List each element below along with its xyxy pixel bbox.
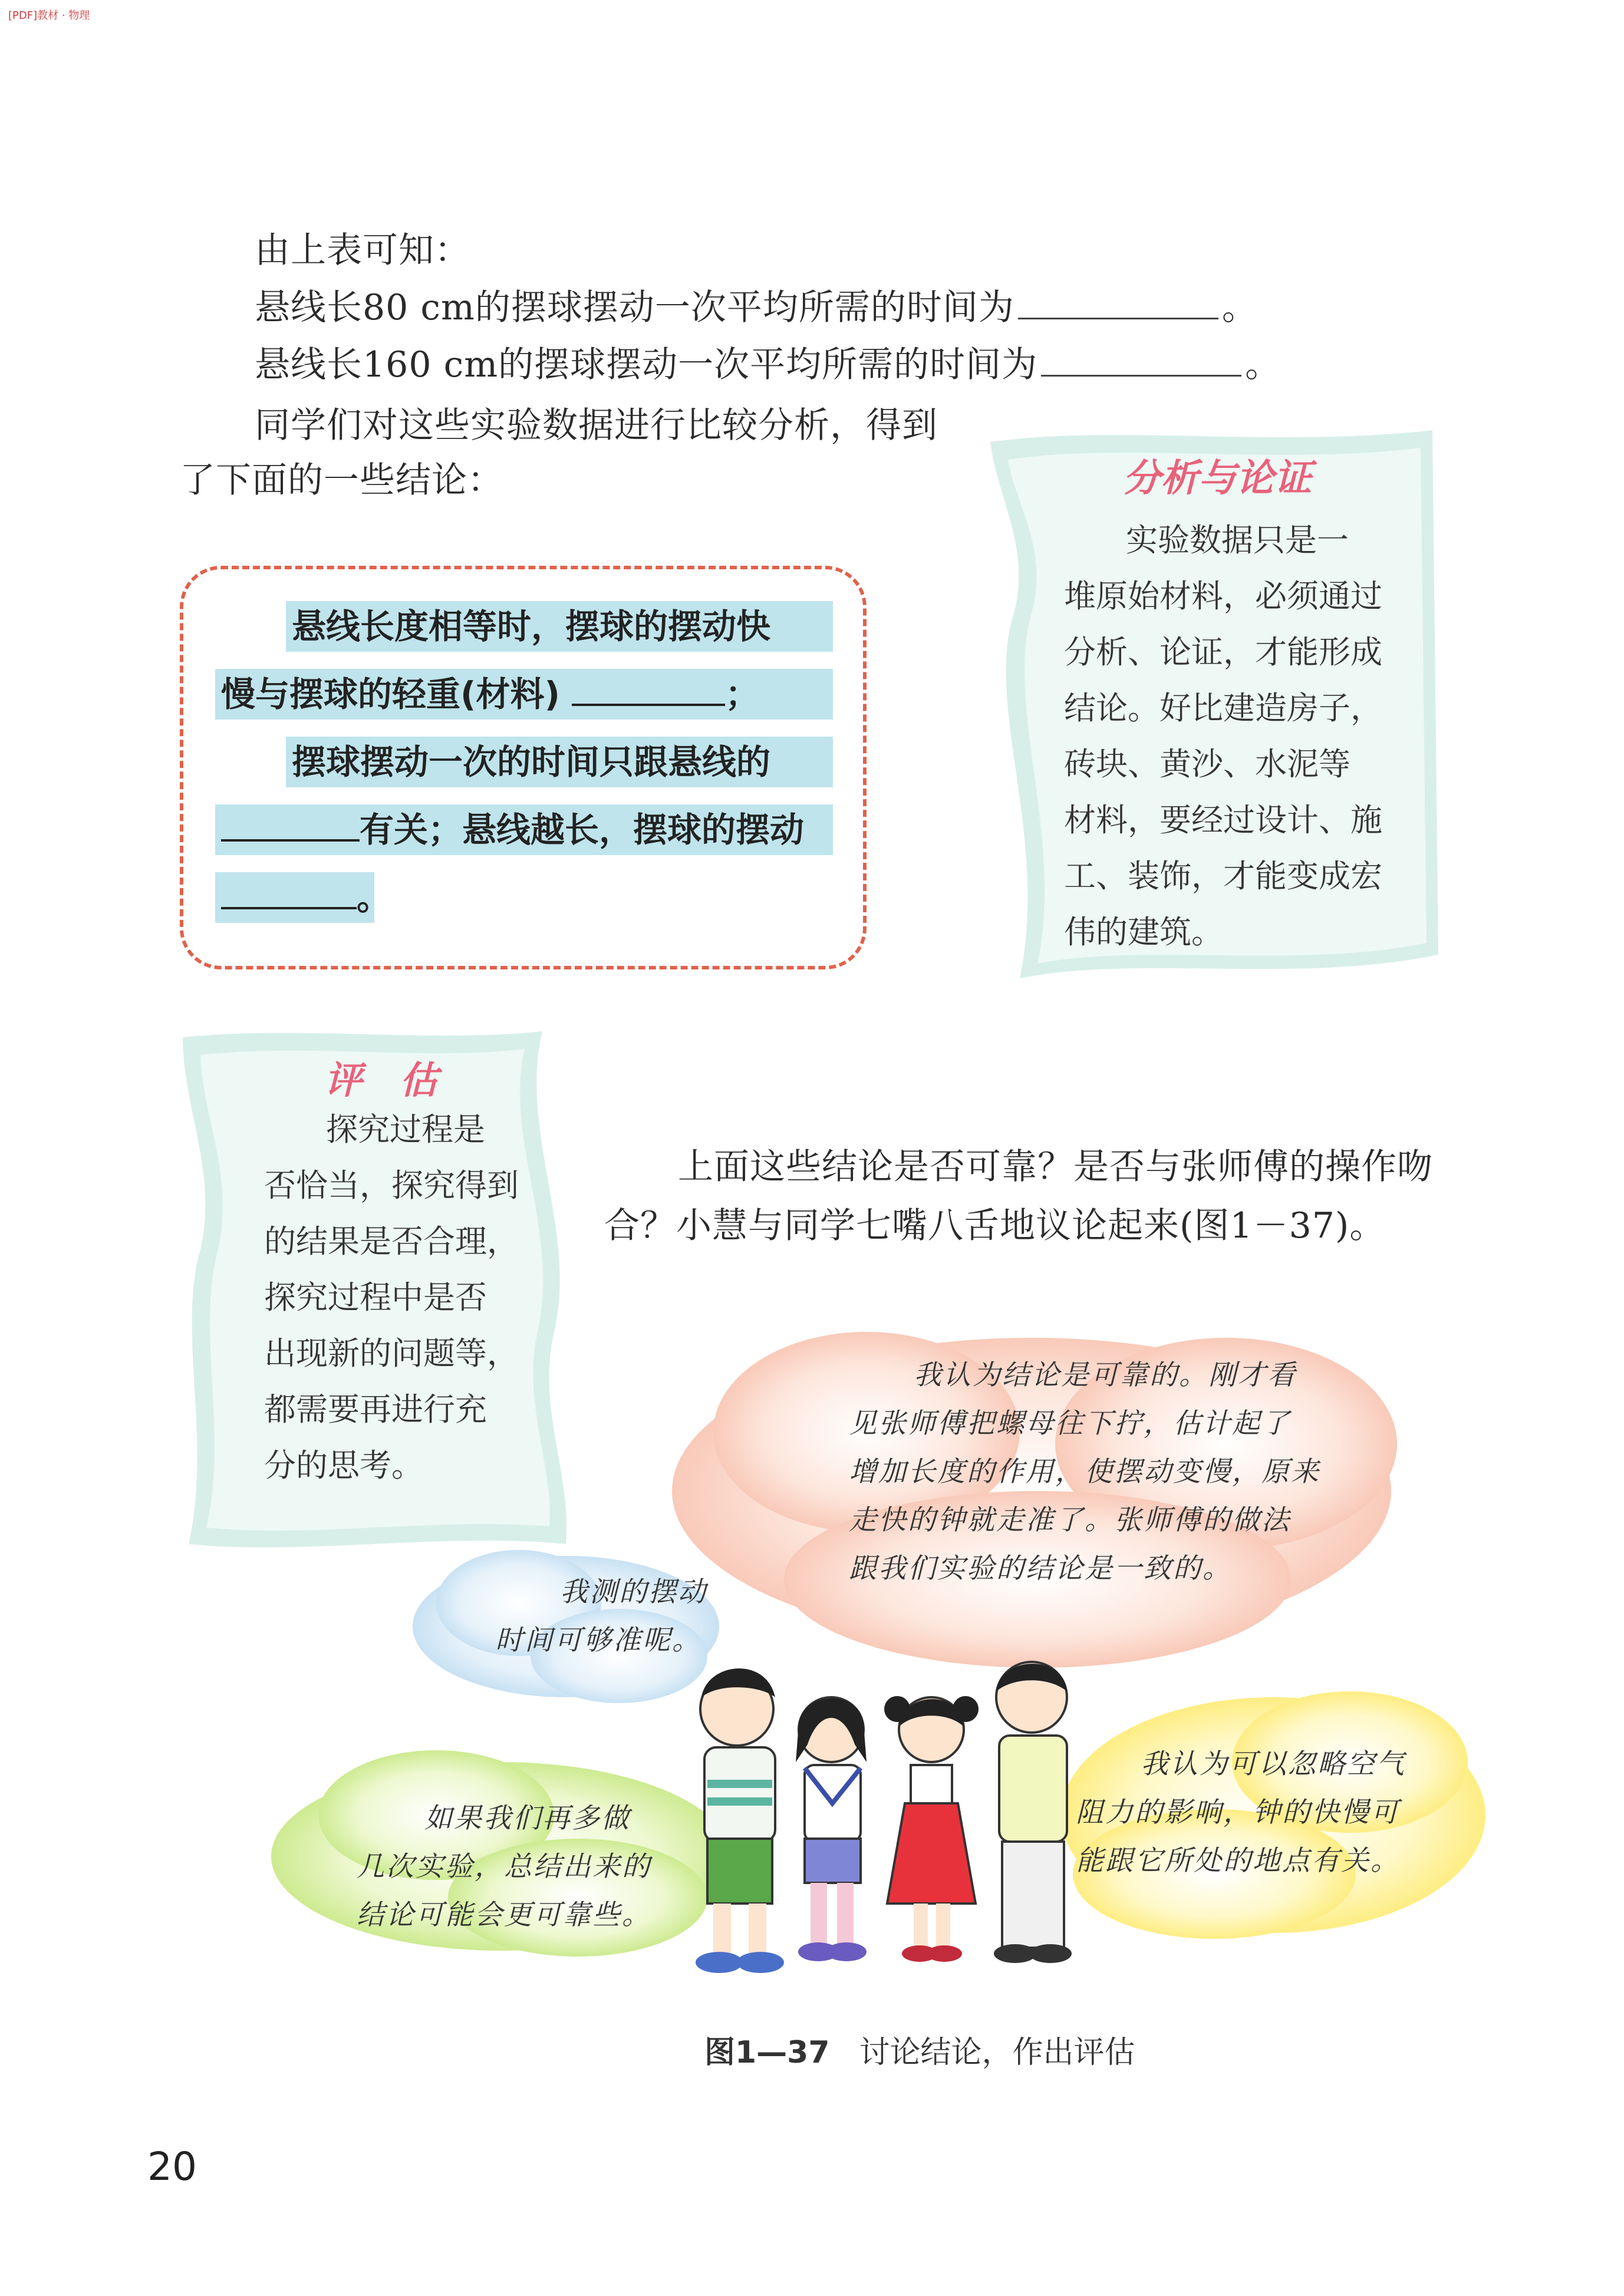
conclusion-row-2-text: 慢与摆球的轻重(材料)	[221, 674, 561, 714]
conclusion-blank-3[interactable]	[221, 899, 357, 909]
green-bubble-line: 结论可能会更可靠些。	[357, 1899, 651, 1931]
evaluation-line: 探究过程是	[326, 1111, 485, 1148]
analysis-line: 结论。好比建造房子，	[1064, 690, 1382, 727]
green-bubble-line: 几次实验，总结出来的	[357, 1850, 651, 1883]
analysis-line: 材料，要经过设计、施	[1064, 801, 1382, 839]
intro-line-3-text: 悬线长160 cm的摆球摆动一次平均所需的时间为	[255, 344, 1038, 385]
source-tag: [PDF]教材 · 物理	[8, 9, 90, 22]
evaluation-line: 的结果是否合理，	[264, 1223, 519, 1260]
pink-bubble-line: 走快的钟就走准了。张师傅的做法	[849, 1504, 1291, 1536]
analysis-line: 伟的建筑。	[1064, 913, 1223, 951]
pink-bubble-line: 跟我们实验的结论是一致的。	[849, 1552, 1232, 1585]
analysis-line: 分析、论证，才能形成	[1064, 634, 1382, 671]
green-bubble-line: 如果我们再多做	[424, 1802, 631, 1835]
figure-number: 图1—37	[704, 2035, 830, 2070]
conclusion-row-1: 悬线长度相等时，摆球的摆动快	[286, 601, 833, 652]
evaluation-line: 探究过程中是否	[264, 1279, 487, 1316]
conclusion-row-4-text: 有关；悬线越长，摆球的摆动	[360, 810, 805, 850]
yellow-bubble-line: 能跟它所处的地点有关。	[1076, 1845, 1400, 1877]
analysis-panel-title: 分析与论证	[1123, 457, 1312, 500]
evaluation-line: 都需要再进行充	[264, 1391, 487, 1428]
conclusion-blank-1[interactable]	[572, 695, 725, 706]
pink-bubble-line: 增加长度的作用，使摆动变慢，原来	[849, 1456, 1320, 1488]
conclusion-row-2	[215, 669, 833, 720]
analysis-line: 实验数据只是一	[1126, 522, 1349, 559]
page-number: 20	[147, 2144, 197, 2189]
conclusion-row-2-suffix: ；	[725, 674, 760, 714]
blue-bubble-line: 时间可够准呢。	[495, 1624, 701, 1657]
answer-blank-80cm[interactable]	[1018, 313, 1218, 319]
yellow-bubble-line: 阻力的影响，钟的快慢可	[1076, 1796, 1400, 1829]
student-boy-left	[696, 1668, 784, 1973]
intro-line-2-period: 。	[1221, 287, 1258, 328]
answer-blank-160cm[interactable]	[1041, 370, 1241, 377]
intro-line-5: 了下面的一些结论：	[180, 460, 503, 501]
conclusion-row-5-suffix: 。	[357, 878, 391, 918]
student-boy-right	[994, 1662, 1072, 1963]
intro-line-2-text: 悬线长80 cm的摆球摆动一次平均所需的时间为	[255, 287, 1014, 328]
figure-title: 讨论结论，作出评估	[859, 2035, 1135, 2070]
conclusion-blank-2[interactable]	[221, 831, 360, 842]
intro-line-4: 同学们对这些实验数据进行比较分析，得到	[255, 405, 938, 446]
figure-caption	[704, 2027, 1135, 2071]
analysis-line: 工、装饰，才能变成宏	[1064, 857, 1382, 895]
analysis-line: 砖块、黄沙、水泥等	[1064, 745, 1350, 783]
pink-bubble-line: 我认为结论是可靠的。刚才看	[914, 1359, 1297, 1391]
evaluation-line: 分的思考。	[264, 1447, 423, 1484]
conclusion-row-3: 摆球摆动一次的时间只跟悬线的	[286, 737, 833, 787]
blue-bubble-line: 我测的摆动	[560, 1576, 707, 1608]
student-girl-sailor	[796, 1697, 867, 1961]
pink-bubble-line: 见张师傅把螺母往下拧，估计起了	[849, 1407, 1291, 1440]
intro-line-2	[255, 287, 1258, 328]
discussion-line-2: 合？小慧与同学七嘴八舌地议论起来(图1－37)。	[604, 1205, 1386, 1246]
discussion-line-1: 上面这些结论是否可靠？是否与张师傅的操作吻	[678, 1146, 1433, 1187]
conclusion-row-4	[215, 804, 833, 855]
yellow-bubble-line: 我认为可以忽略空气	[1141, 1748, 1406, 1780]
conclusion-row-5	[215, 872, 391, 923]
intro-line-3	[255, 344, 1282, 385]
evaluation-panel-title: 评 估	[324, 1059, 437, 1103]
intro-line-3-period: 。	[1245, 344, 1282, 385]
evaluation-line: 出现新的问题等，	[264, 1335, 519, 1372]
analysis-line: 堆原始材料，必须通过	[1064, 578, 1382, 615]
intro-line-1: 由上表可知：	[255, 230, 470, 271]
student-girl-red-dress	[884, 1696, 979, 1962]
evaluation-line: 否恰当，探究得到	[264, 1167, 519, 1204]
